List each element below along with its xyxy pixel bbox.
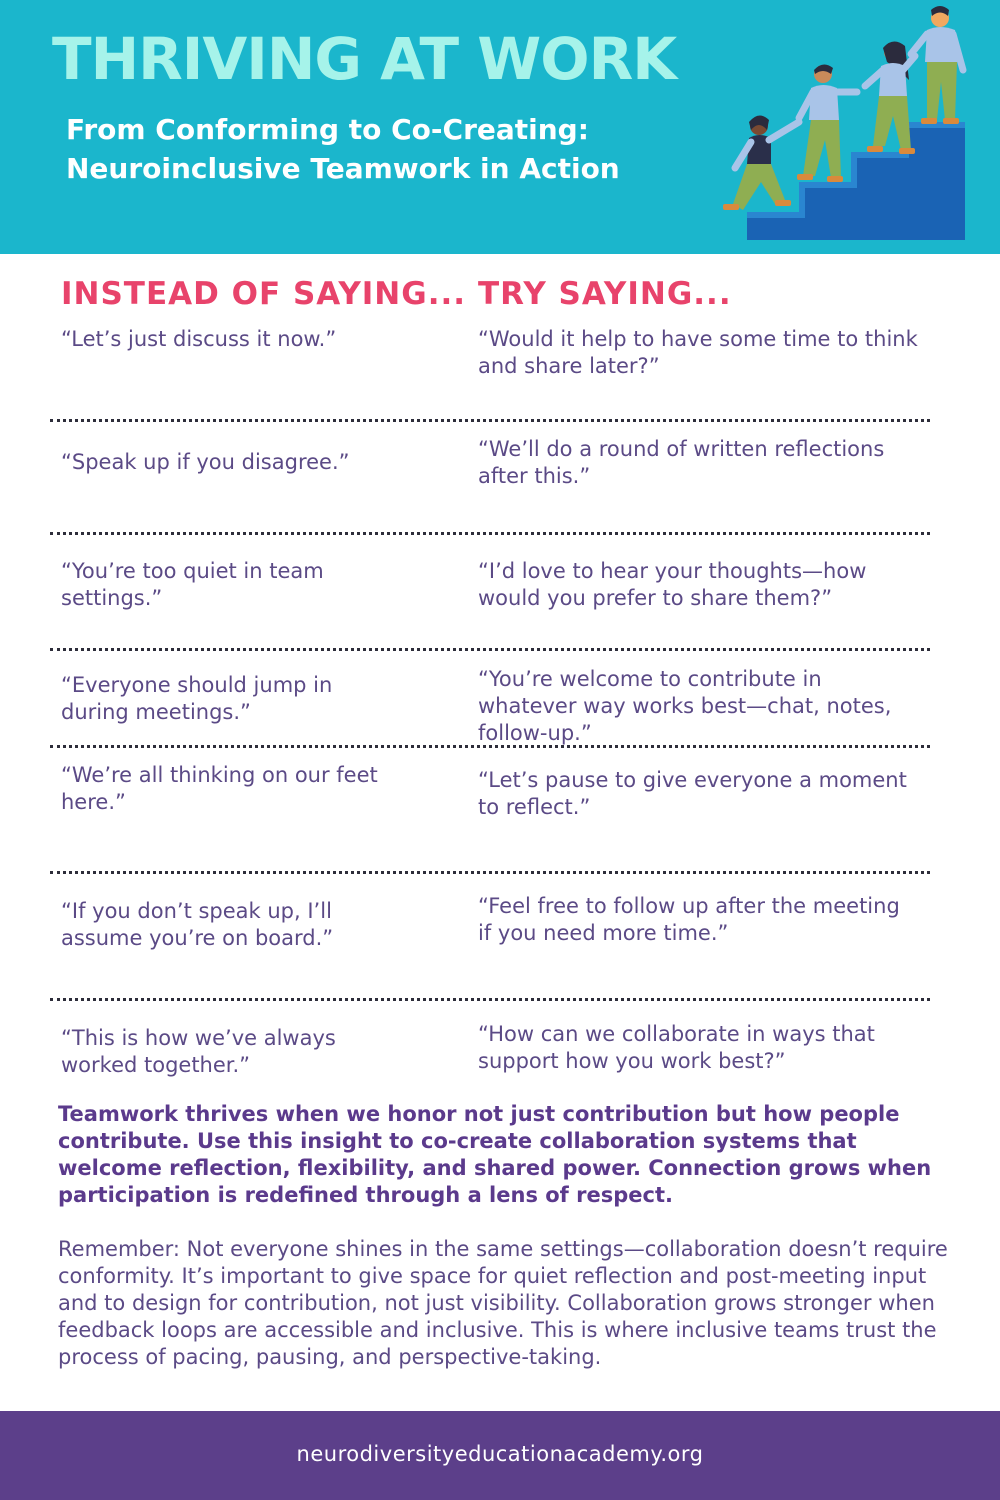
instead-quote-7: “This is how we’ve always worked together.” — [61, 1026, 336, 1077]
try-quote-1: “Would it help to have some time to think and share later?” — [478, 327, 918, 378]
row-divider — [50, 648, 930, 651]
remember-paragraph: Remember: Not everyone shines in the same settings—collaboration doesn’t require conformity. It’s important to give space for quiet reflection and post-meeting input and to design for contribution, not just visibility. Collaboration grows stronger when feedback loops are accessible and inclusive. This is where inclusive teams trust the process of pacing, pausing, and perspective-taking. — [58, 1237, 948, 1369]
instead-quote-2: “Speak up if you disagree.” — [61, 450, 350, 474]
instead-quote-5: “We’re all thinking on our feet here.” — [61, 763, 378, 814]
try-quote-6: “Feel free to follow up after the meeting if you need more time.” — [478, 894, 900, 945]
page-title: THRIVING AT WORK — [52, 25, 677, 93]
try-quote-5: “Let’s pause to give everyone a moment to reflect.” — [478, 768, 907, 819]
instead-quote-6: “If you don’t speak up, I’ll assume you’re on board.” — [61, 899, 334, 950]
try-quote-4: “You’re welcome to contribute in whatever way works best—chat, notes, follow-up.” — [478, 667, 892, 745]
instead-of-saying-heading: INSTEAD OF SAYING... — [61, 276, 467, 312]
try-quote-7: “How can we collaborate in ways that support how you work best?” — [478, 1022, 875, 1073]
page-subtitle — [66, 110, 726, 188]
try-saying-heading: TRY SAYING... — [478, 276, 732, 312]
insight-paragraph: Teamwork thrives when we honor not just contribution but how people contribute. Use this insight to co-create collaboration systems that welcome reflection, flexibility, and shared power. Connection grows when participation is redefined through a lens of respect. — [58, 1102, 932, 1207]
subtitle-line-2: Neuroinclusive Teamwork in Action — [66, 152, 620, 185]
website-link[interactable]: neurodiversityeducationacademy.org — [296, 1442, 704, 1466]
try-quote-3: “I’d love to hear your thoughts—how would you prefer to share them?” — [478, 559, 867, 610]
instead-quote-3: “You’re too quiet in team settings.” — [61, 559, 324, 610]
row-divider — [50, 419, 930, 422]
instead-quote-4: “Everyone should jump in during meetings.” — [61, 673, 333, 724]
row-divider — [50, 532, 930, 535]
try-quote-2: “We’ll do a round of written reflections after this.” — [478, 437, 885, 488]
instead-quote-1: “Let’s just discuss it now.” — [61, 327, 337, 351]
row-divider — [50, 745, 930, 748]
subtitle-line-1: From Conforming to Co-Creating: — [66, 113, 589, 146]
row-divider — [50, 998, 930, 1001]
row-divider — [50, 871, 930, 874]
people-climbing-stairs-illustration — [715, 0, 985, 250]
